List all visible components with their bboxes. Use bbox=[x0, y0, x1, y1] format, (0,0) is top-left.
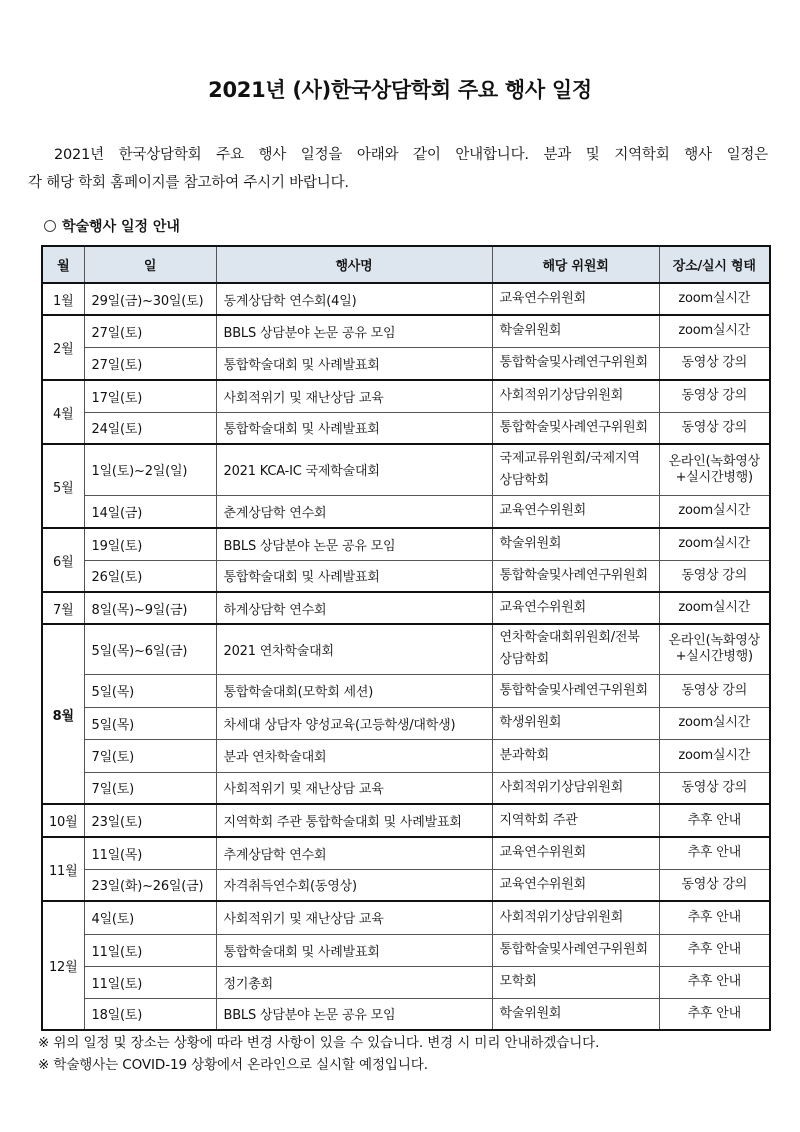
cell-committee: 교육연수위원회 bbox=[492, 592, 659, 624]
table-row bbox=[42, 347, 770, 380]
cell-format: 추후 안내 bbox=[659, 998, 770, 1030]
cell-day: 17일(토) bbox=[84, 380, 216, 412]
cell-month: 1월 bbox=[42, 283, 84, 315]
cell-day: 19일(토) bbox=[84, 528, 216, 560]
cell-event: 통합학술대회 및 사례발표회 bbox=[216, 412, 492, 444]
cell-committee: 통합학술및사례연구위원회 bbox=[492, 674, 659, 707]
cell-day: 27일(토) bbox=[84, 315, 216, 347]
table-row bbox=[42, 444, 770, 495]
cell-day: 26일(토) bbox=[84, 560, 216, 592]
cell-day: 11일(토) bbox=[84, 934, 216, 966]
cell-committee: 지역학회 주관 bbox=[492, 804, 659, 837]
cell-event: 동계상담학 연수회(4일) bbox=[216, 283, 492, 315]
cell-format: 추후 안내 bbox=[659, 901, 770, 934]
cell-committee: 학술위원회 bbox=[492, 998, 659, 1030]
cell-format: zoom실시간 bbox=[659, 739, 770, 772]
footnote: ※ 위의 일정 및 장소는 상황에 따라 변경 사항이 있을 수 있습니다. 변경 시 미리 안내하겠습니다. bbox=[38, 1035, 600, 1051]
cell-committee: 교육연수위원회 bbox=[492, 837, 659, 869]
column-header-day: 일 bbox=[84, 246, 216, 283]
cell-event: 지역학회 주관 통합학술대회 및 사례발표회 bbox=[216, 804, 492, 837]
table-row bbox=[42, 674, 770, 707]
cell-day: 27일(토) bbox=[84, 347, 216, 380]
cell-day: 23일(화)~26일(금) bbox=[84, 869, 216, 901]
cell-month: 12월 bbox=[42, 901, 84, 1030]
cell-committee: 통합학술및사례연구위원회 bbox=[492, 934, 659, 966]
table-row bbox=[42, 772, 770, 804]
cell-committee: 사회적위기상담위원회 bbox=[492, 380, 659, 412]
cell-event: 자격취득연수회(동영상) bbox=[216, 869, 492, 901]
cell-event: BBLS 상담분야 논문 공유 모임 bbox=[216, 998, 492, 1030]
cell-committee: 교육연수위원회 bbox=[492, 495, 659, 528]
cell-format: 동영상 강의 bbox=[659, 347, 770, 380]
cell-month: 11월 bbox=[42, 837, 84, 901]
cell-event: 2021 연차학술대회 bbox=[216, 624, 492, 674]
cell-format: 온라인(녹화영상+실시간병행) bbox=[659, 444, 770, 495]
table-row bbox=[42, 707, 770, 739]
table-row bbox=[42, 412, 770, 444]
cell-format: 동영상 강의 bbox=[659, 772, 770, 804]
table-row bbox=[42, 495, 770, 528]
cell-committee: 학술위원회 bbox=[492, 528, 659, 560]
table-row bbox=[42, 315, 770, 347]
cell-event: 차세대 상담자 양성교육(고등학생/대학생) bbox=[216, 707, 492, 739]
cell-day: 5일(목) bbox=[84, 707, 216, 739]
cell-day: 14일(금) bbox=[84, 495, 216, 528]
cell-event: 통합학술대회 및 사례발표회 bbox=[216, 560, 492, 592]
cell-format: 온라인(녹화영상+실시간병행) bbox=[659, 624, 770, 674]
cell-event: BBLS 상담분야 논문 공유 모임 bbox=[216, 315, 492, 347]
cell-committee: 통합학술및사례연구위원회 bbox=[492, 347, 659, 380]
cell-format: zoom실시간 bbox=[659, 528, 770, 560]
table-row bbox=[42, 901, 770, 934]
cell-month: 5월 bbox=[42, 444, 84, 528]
cell-committee: 통합학술및사례연구위원회 bbox=[492, 412, 659, 444]
cell-committee: 학생위원회 bbox=[492, 707, 659, 739]
cell-event: 정기총회 bbox=[216, 966, 492, 998]
table-row bbox=[42, 869, 770, 901]
cell-day: 5일(목)~6일(금) bbox=[84, 624, 216, 674]
cell-format: 추후 안내 bbox=[659, 934, 770, 966]
intro-line-2: 각 해당 학회 홈페이지를 참고하여 주시기 바랍니다. bbox=[28, 175, 349, 191]
column-header-month: 월 bbox=[42, 246, 84, 283]
cell-month: 4월 bbox=[42, 380, 84, 444]
cell-month: 10월 bbox=[42, 804, 84, 837]
table-row bbox=[42, 592, 770, 624]
cell-committee: 통합학술및사례연구위원회 bbox=[492, 560, 659, 592]
cell-day: 7일(토) bbox=[84, 739, 216, 772]
schedule-table-body bbox=[42, 283, 770, 1030]
cell-month: 8월 bbox=[42, 624, 84, 804]
table-row bbox=[42, 624, 770, 674]
cell-event: 추계상담학 연수회 bbox=[216, 837, 492, 869]
cell-committee: 학술위원회 bbox=[492, 315, 659, 347]
intro-paragraph bbox=[28, 141, 768, 197]
table-row bbox=[42, 966, 770, 998]
table-row bbox=[42, 934, 770, 966]
cell-format: zoom실시간 bbox=[659, 495, 770, 528]
table-row bbox=[42, 837, 770, 869]
table-row bbox=[42, 283, 770, 315]
table-row bbox=[42, 739, 770, 772]
cell-format: zoom실시간 bbox=[659, 315, 770, 347]
cell-committee: 국제교류위원회/국제지역상담학회 bbox=[492, 444, 659, 495]
footnote: ※ 학술행사는 COVID-19 상황에서 온라인으로 실시할 예정입니다. bbox=[38, 1057, 428, 1073]
section-heading bbox=[44, 216, 180, 236]
column-header-committee: 해당 위원회 bbox=[492, 246, 659, 283]
cell-event: 춘계상담학 연수회 bbox=[216, 495, 492, 528]
cell-day: 23일(토) bbox=[84, 804, 216, 837]
cell-format: 동영상 강의 bbox=[659, 674, 770, 707]
schedule-table bbox=[41, 245, 771, 1031]
cell-event: 사회적위기 및 재난상담 교육 bbox=[216, 772, 492, 804]
cell-event: 사회적위기 및 재난상담 교육 bbox=[216, 380, 492, 412]
cell-day: 1일(토)~2일(일) bbox=[84, 444, 216, 495]
cell-month: 2월 bbox=[42, 315, 84, 380]
intro-line-1: 2021년 한국상담학회 주요 행사 일정을 아래와 같이 안내합니다. 분과 및 지역학회 행사 일정은 bbox=[54, 147, 768, 163]
cell-format: 추후 안내 bbox=[659, 837, 770, 869]
page-title: 2021년 (사)한국상담학회 주요 행사 일정 bbox=[208, 78, 592, 102]
table-header-row bbox=[42, 246, 770, 283]
cell-month: 6월 bbox=[42, 528, 84, 592]
cell-event: 하계상담학 연수회 bbox=[216, 592, 492, 624]
cell-day: 8일(목)~9일(금) bbox=[84, 592, 216, 624]
circle-bullet-icon bbox=[44, 220, 56, 232]
cell-format: zoom실시간 bbox=[659, 707, 770, 739]
cell-event: 통합학술대회 및 사례발표회 bbox=[216, 347, 492, 380]
cell-format: 동영상 강의 bbox=[659, 380, 770, 412]
section-heading-label: 학술행사 일정 안내 bbox=[62, 219, 180, 235]
table-row bbox=[42, 804, 770, 837]
cell-day: 11일(목) bbox=[84, 837, 216, 869]
cell-day: 29일(금)~30일(토) bbox=[84, 283, 216, 315]
cell-format: zoom실시간 bbox=[659, 283, 770, 315]
table-row bbox=[42, 528, 770, 560]
cell-day: 5일(목) bbox=[84, 674, 216, 707]
cell-committee: 연차학술대회위원회/전북상담학회 bbox=[492, 624, 659, 674]
table-row bbox=[42, 380, 770, 412]
cell-day: 4일(토) bbox=[84, 901, 216, 934]
cell-month: 7월 bbox=[42, 592, 84, 624]
cell-day: 7일(토) bbox=[84, 772, 216, 804]
table-row bbox=[42, 560, 770, 592]
footnotes bbox=[38, 1032, 599, 1076]
table-row bbox=[42, 998, 770, 1030]
column-header-event: 행사명 bbox=[216, 246, 492, 283]
cell-format: 동영상 강의 bbox=[659, 560, 770, 592]
cell-committee: 모학회 bbox=[492, 966, 659, 998]
cell-format: 동영상 강의 bbox=[659, 869, 770, 901]
cell-committee: 사회적위기상담위원회 bbox=[492, 901, 659, 934]
cell-event: 분과 연차학술대회 bbox=[216, 739, 492, 772]
cell-day: 24일(토) bbox=[84, 412, 216, 444]
cell-event: 사회적위기 및 재난상담 교육 bbox=[216, 901, 492, 934]
cell-format: 추후 안내 bbox=[659, 804, 770, 837]
cell-committee: 교육연수위원회 bbox=[492, 869, 659, 901]
cell-format: 추후 안내 bbox=[659, 966, 770, 998]
cell-day: 11일(토) bbox=[84, 966, 216, 998]
cell-event: 2021 KCA-IC 국제학술대회 bbox=[216, 444, 492, 495]
cell-event: BBLS 상담분야 논문 공유 모임 bbox=[216, 528, 492, 560]
cell-event: 통합학술대회(모학회 세션) bbox=[216, 674, 492, 707]
column-header-format: 장소/실시 형태 bbox=[659, 246, 770, 283]
cell-format: 동영상 강의 bbox=[659, 412, 770, 444]
cell-format: zoom실시간 bbox=[659, 592, 770, 624]
cell-day: 18일(토) bbox=[84, 998, 216, 1030]
cell-event: 통합학술대회 및 사례발표회 bbox=[216, 934, 492, 966]
cell-committee: 분과학회 bbox=[492, 739, 659, 772]
cell-committee: 사회적위기상담위원회 bbox=[492, 772, 659, 804]
cell-committee: 교육연수위원회 bbox=[492, 283, 659, 315]
